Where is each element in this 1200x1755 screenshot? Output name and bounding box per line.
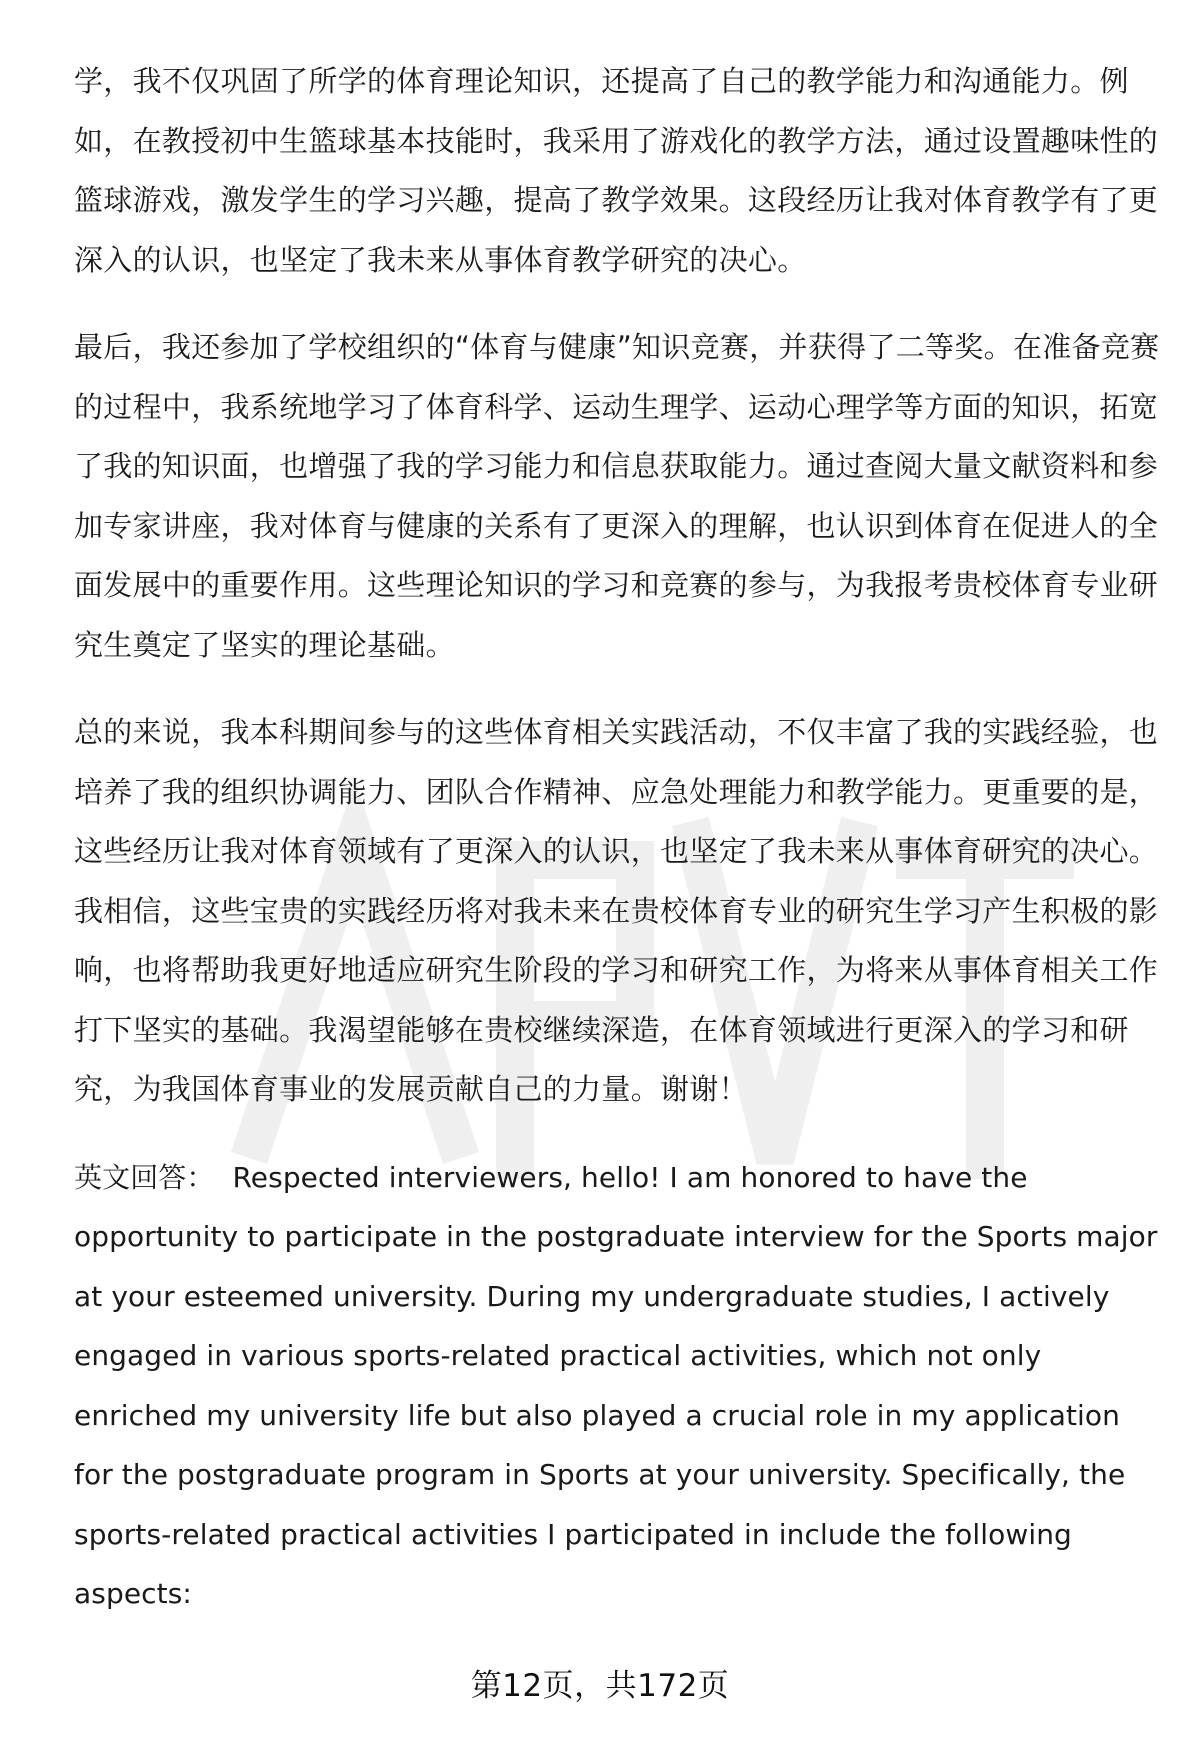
- document-body: [74, 52, 1167, 1652]
- paragraph-teaching-practice: 学，我不仅巩固了所学的体育理论知识，还提高了自己的教学能力和沟通能力。例如，在教授初中生篮球基本技能时，我采用了游戏化的教学方法，通过设置趣味性的篮球游戏，激发学生的学习兴趣，提高了教学效果。这段经历让我对体育教学有了更深入的认识，也坚定了我未来从事体育教学研究的决心。: [74, 64, 1159, 277]
- page-number: 第12页，共172页: [470, 1668, 730, 1704]
- paragraph-summary: 总的来说，我本科期间参与的这些体育相关实践活动，不仅丰富了我的实践经验，也培养了我的组织协调能力、团队合作精神、应急处理能力和教学能力。更重要的是，这些经历让我对体育领域有了更深入的认识，也坚定了我未来从事体育研究的决心。我相信，这些宝贵的实践经历将对我未来在贵校体育专业的研究生学习产生积极的影响，也将帮助我更好地适应研究生阶段的学习和研究工作，为将来从事体育相关工作打下坚实的基础。我渴望能够在贵校继续深造，在体育领域进行更深入的学习和研究，为我国体育事业的发展贡献自己的力量。谢谢！: [74, 715, 1159, 1106]
- paragraph-english-answer: 英文回答： Respected interviewers, hello! I am honored to have the opportunity to participate in the postgraduate interview for the Sports major at your esteemed university. During my undergraduate studies, I actively engaged in various sports-related practical activities, which not only enriched my university life but also played a crucial role in my application for the postgraduate program in Sports at your university. Specifically, the sports-related practical activities I participated in include the following aspects:: [74, 1160, 1167, 1610]
- paragraph-knowledge-competition: 最后，我还参加了学校组织的“体育与健康”知识竞赛，并获得了二等奖。在准备竞赛的过程中，我系统地学习了体育科学、运动生理学、运动心理学等方面的知识，拓宽了我的知识面，也增强了我的学习能力和信息获取能力。通过查阅大量文献资料和参加专家讲座，我对体育与健康的关系有了更深入的理解，也认识到体育在促进人的全面发展中的重要作用。这些理论知识的学习和竞赛的参与，为我报考贵校体育专业研究生奠定了坚实的理论基础。: [74, 330, 1160, 662]
